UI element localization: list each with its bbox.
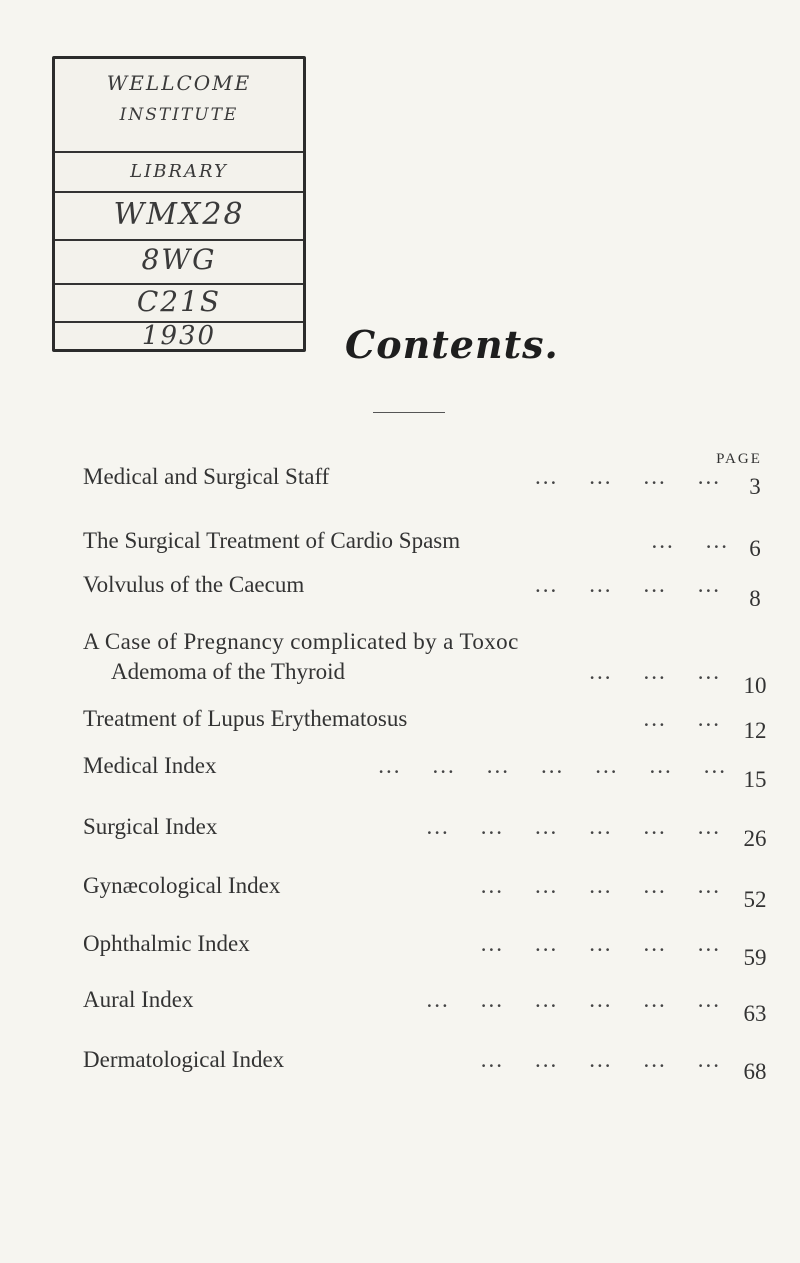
entry-title: Dermatological Index [83,1047,285,1072]
stamp-line: 8WG [141,243,217,276]
leader-dots: ... ... ... ... ... ... ... [378,753,727,778]
title-rule [373,412,445,413]
entry-page: 68 [743,1059,767,1084]
leader-dots: ... ... ... ... ... [480,873,721,898]
stamp-line: 1930 [141,321,217,351]
leader-dots: ... ... ... ... [535,464,721,489]
toc-entry [83,814,773,851]
leader-dots: ... ... ... ... ... ... [426,987,721,1012]
entry-title: Gynæcological Index [83,873,281,898]
toc-entry [83,706,773,743]
entry-title: Surgical Index [83,814,218,839]
leader-dots: ... ... ... [589,659,721,684]
entry-title: Medical Index [83,753,217,778]
entry-title: Treatment of Lupus Erythematosus [83,706,408,731]
leader-dots: ... ... [651,528,729,553]
contents-title: Contents. [345,322,559,367]
entry-title: Medical and Surgical Staff [83,464,330,489]
entry-title: Ophthalmic Index [83,931,250,956]
entry-page: 26 [743,826,767,851]
toc-entry [83,629,773,698]
toc-entry [83,873,773,912]
leader-dots: ... ... ... ... [535,572,721,597]
entry-title-continued: Ademoma of the Thyroid [111,659,345,684]
stamp-line: C21S [136,285,222,318]
stamp-line: WMX28 [113,197,245,232]
entry-page: 15 [743,767,767,792]
toc-entry [83,464,773,499]
entry-page: 12 [743,718,767,743]
stamp-line: WELLCOME [106,71,252,95]
entry-title: A Case of Pregnancy complicated by a Toxoc [83,629,519,654]
entry-page: 10 [743,673,767,698]
leader-dots: ... ... ... ... ... [480,931,721,956]
toc-entry [83,1047,773,1084]
entry-title: Aural Index [83,987,194,1012]
toc-entry [83,753,773,792]
leader-dots: ... ... [643,706,721,731]
entry-page: 63 [743,1001,767,1026]
entry-page: 3 [749,474,761,499]
leader-dots: ... ... ... ... ... ... [426,814,721,839]
toc-entry [83,987,773,1026]
toc-entry [83,528,773,561]
leader-dots: ... ... ... ... ... [480,1047,721,1072]
toc-entry [83,931,773,970]
entry-title: Volvulus of the Caecum [83,572,305,597]
stamp-line: LIBRARY [130,161,228,182]
page-column-heading: PAGE [716,451,762,467]
stamp-line: INSTITUTE [119,105,239,125]
entry-page: 59 [743,945,767,970]
entry-page: 6 [749,536,761,561]
entry-title: The Surgical Treatment of Cardio Spasm [83,528,461,553]
entry-page: 8 [749,586,761,611]
entry-page: 52 [743,887,767,912]
toc-entry [83,572,773,611]
library-stamp [52,56,306,352]
